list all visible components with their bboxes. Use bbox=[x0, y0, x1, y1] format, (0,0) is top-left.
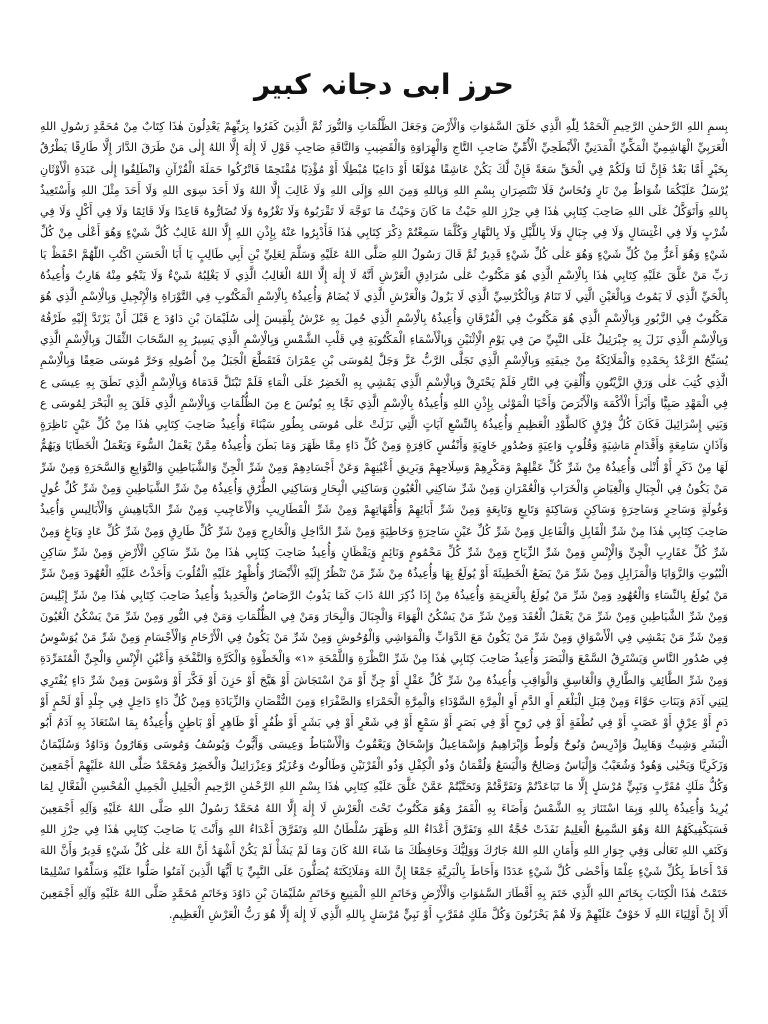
document-title: حرز ابی دجانہ کبیر bbox=[254, 68, 514, 101]
document-body: بِسمِ اللهِ الرَّحمٰنِ الرَّحِيمِ اَلْحَمْدُ لِلّٰهِ الَّذِي خَلَقَ السَّمٰوَاتِ وَالْأَرْضَ وَجَعَلَ الظُّلُمَاتِ وَالنُّورَ ثُمَّ الَّذِينَ كَفَرُوا بِرَبِّهِمْ يَعْدِلُونَ هٰذَا كِتَابٌ مِنْ مُحَمَّدٍ رَسُولِ اللهِ الْعَرَبِيِّ الْهَاشِمِيِّ الْمَكِّيِّ الْمَدَنِيِّ الْأَبْطَحِيِّ الْأُمِّيِّ صَاحِبِ التَّاجِ وَالْهِرَاوَةِ وَالْقَضِيبِ وَالنَّاقَةِ صَاحِبِ قَوْلِ لَا إِلٰهَ إِلَّا اللهُ إِلٰى مَنْ طَرَقَ الدَّارَ إِلَّا طَارِقًا يَطْرُقُ بِخَيْرٍ أَمَّا بَعْدُ فَإِنَّ لَنَا وَلَكُمْ فِي الْحَقِّ سَعَةً فَإِنْ لَّكَ يَكُنْ عَاشِقًا مُوْلَعًا أَوْ دَاعِيًا مُبْطِلًا أَوْ مُؤْذِيًا مُقْتَحِمًا فَاتْرُكُوا حَمَلَةَ الْقُرْآنِ وَانْطَلِقُوا إِلٰى عَبَدَةِ الْأَوْثَانِ يُرْسَلُ عَلَيْكُمَا شُوَاظٌ مِنْ نَارٍ وَنُحَاسٌ فَلَا تَنْتَصِرَانِ بِسْمِ اللهِ وَبِاللهِ وَمِنَ اللهِ وَإِلَى اللهِ وَلَا غَالِبَ إِلَّا اللهُ وَلَا أَحَدَ سِوَى اللهِ وَلَا أَحَدَ مِثْلَ اللهِ وَأَسْتَعِيذُ بِاللهِ وَأَتَوَكَّلُ عَلَى اللهِ صَاحِبَ كِتَابِي هٰذَا فِي حِرْزِ اللهِ حَيْثُ مَا كَانَ وَحَيْثُ مَا تَوَجَّهَ لَا تَقْرَبُوهُ وَلَا تَغْزُوهُ وَلَا تُضَارُّوهُ قَاعِدًا وَلَا قَائِمًا وَلَا فِي أَكْلٍ وَلَا فِي شُرْبٍ وَلَا فِي اغْتِسَالٍ وَلَا فِي جِبَالٍ وَلَا بِاللَّيْلِ وَلَا بِالنَّهَارِ وَكُلَّمَا سَمِعْتُمْ ذِكْرَ كِتَابِي هٰذَا فَأَدْبِرُوا عَنْهُ بِإِذْنِ اللهِ إِلَّا اللهُ غَالِبٌ كُلَّ شَيْءٍ وَهُوَ أَعْلٰى مِنْ كُلِّ شَيْءٍ وَهُوَ أَعَزُّ مِنْ كُلِّ شَيْءٍ وَهُوَ عَلٰى كُلِّ شَيْءٍ قَدِيرٌ ثُمَّ قَالَ رَسُولُ اللهِ صَلَّى اللهُ عَلَيْهِ وَسَلَّمَ لِعَلِيِّ بْنِ أَبِي طَالِبٍ يَا أَبَا الْحَسَنِ اكْتُبِ اللّٰهُمَّ احْفَظْ يَا رَبِّ مَنْ عَلَّقَ عَلَيْهِ كِتَابِي هٰذَا بِالْاِسْمِ الَّذِي هُوَ مَكْتُوبٌ عَلٰى سُرَادِقِ الْعَرْشِ أَنَّهُ لَا إِلٰهَ إِلَّا اللهُ الْغَالِبُ الَّذِي لَا يَغْلِبُهُ شَيْءٌ وَلَا يَنْجُو مِنْهُ هَارِبٌ وَأُعِيذُهُ بِالْحَيِّ الَّذِي لَا يَمُوتُ وَبِالْعَيْنِ الَّتِي لَا تَنَامُ وَبِالْكُرْسِيِّ الَّذِي لَا يَزُولُ وَالْعَرْشِ الَّذِي لَا يُضَامُ وَأُعِيذُهُ بِالْاِسْمِ الْمَكْتُوبِ فِي التَّوْرَاةِ وَالْإِنْجِيلِ وَبِالْاِسْمِ الَّذِي هُوَ مَكْتُوبٌ فِي الزَّبُورِ وَبِالْاِسْمِ الَّذِي هُوَ مَكْتُوبٌ فِي الْفُرْقَانِ وَأُعِيذُهُ بِالْاِسْمِ الَّذِي حُمِلَ بِهِ عَرْشُ بِلْقِيسَ إِلٰى سُلَيْمَانَ بْنِ دَاوُدَ ع قَبْلَ أَنْ يَرْتَدَّ إِلَيْهِ طَرْفُهُ وَبِالْاِسْمِ الَّذِي نَزَلَ بِهِ جِبْرَئِيلُ عَلَى النَّبِيِّ صَ فِي يَوْمِ الْاِثْنَيْنِ وَبِالْأَسْمَاءِ الْمَكْتُوبَةِ فِي قَلْبِ الشَّمْسِ وَبِالْاِسْمِ الَّذِي يَسِيرُ بِهِ السَّحَابَ الثِّقَالَ وَبِالْاِسْمِ الَّذِي يُسَبِّحُ الرَّعْدُ بِحَمْدِهِ وَالْمَلَائِكَةُ مِنْ خِيفَتِهِ وَبِالْاِسْمِ الَّذِي تَجَلَّى الرَّبُّ عَزَّ وَجَلَّ لِمُوسَى بْنِ عِمْرَانَ فَتَقَطَّعَ الْجَبَلُ مِنْ أُصُولِهِ وَخَرَّ مُوسَى صَعِقًا وَبِالْاِسْمِ الَّذِي كُتِبَ عَلٰى وَرَقِ الزَّيْتُونِ وَأُلْقِيَ فِي النَّارِ فَلَمْ يَحْتَرِقْ وَبِالْاِسْمِ الَّذِي يَمْشِي بِهِ الْخَضِرُ عَلَى الْمَاءِ فَلَمْ تَبْتَلَّ قَدَمَاهُ وَبِالْاِسْمِ الَّذِي نَطَقَ بِهِ عِيسَى ع فِي الْمَهْدِ صَبِيًّا وَأَبْرَأَ الْأَكْمَهَ وَالْأَبْرَصَ وَأَحْيَا الْمَوْتٰى بِإِذْنِ اللهِ وَأُعِيذُهُ بِالْاِسْمِ الَّذِي نَجَّا بِهِ يُونُسَ ع مِنَ الظُّلُمَاتِ وَبِالْاِسْمِ الَّذِي فَلَقَ بِهِ الْبَحْرَ لِمُوسَى ع وَبَنِي إِسْرَائِيلَ فَكَانَ كُلُّ فِرْقٍ كَالطَّوْدِ الْعَظِيمِ وَأُعِيذُهُ بِالتِّسْعِ آيَاتٍ الَّتِي نَزَلَتْ عَلٰى مُوسَى بِطُورِ سَيْنَاءَ وَأُعِيذُ صَاحِبَ كِتَابِي هٰذَا مِنْ كُلِّ عَيْنٍ نَاظِرَةٍ وَآذَانٍ سَامِعَةٍ وَأَقْدَامٍ مَاشِيَةٍ وَقُلُوبٍ وَاعِيَةٍ وَصُدُورٍ خَاوِيَةٍ وَأَنْفُسٍ كَافِرَةٍ وَمِنْ كُلِّ دَاءٍ مِمَّا ظَهَرَ وَمَا بَطَنَ وَأُعِيذُهُ مِمَّنْ يَعْمَلُ السُّوءَ وَيَعْمَلُ الْخَطَايَا وَيَهُمُّ لَهَا مِنْ ذَكَرٍ أَوْ أُنْثٰى وَأُعِيذُهُ مِنْ شَرِّ كُلِّ عَقْلِهِمْ وَمَكْرِهِمْ وَسِلَاحِهِمْ وَبَرِيقِ أَعْيُنِهِمْ وَعَنْ أَجْسَادِهِمْ وَمِنْ شَرِّ الْجِنِّ وَالشَّيَاطِينِ وَالتَّوَابِعِ وَالسَّحَرَةِ وَمِنْ شَرِّ مَنْ يَكُونُ فِي الْجِبَالِ وَالْغِيَاضِ وَالْخَرَابِ وَالْعُمْرَانِ وَمِنْ شَرِّ سَاكِنِي الْعُيُونِ وَسَاكِنِي الْبِحَارِ وَسَاكِنِي الطُّرُقِ وَأُعِيذُهُ مِنْ شَرِّ الشَّيَاطِينِ وَمِنْ شَرِّ كُلِّ غُولٍ وَغُولَةٍ وَسَاحِرٍ وَسَاحِرَةٍ وَسَاكِنٍ وَسَاكِنَةٍ وَتَابِعٍ وَتَابِعَةٍ وَمِنْ شَرِّ أَبَائِهِمْ وَأُمَّهَاتِهِمْ وَمِنْ شَرِّ الْقَطَارِيبِ وَالْأَعَاجِيبِ وَمِنْ شَرِّ الدَّيَاهِيشِ وَالْأَبَالِيسِ وَأُعِيذُ صَاحِبَ كِتَابِي هٰذَا مِنْ شَرِّ الْقَابِلِ وَالْفَاعِلِ وَمِنْ شَرِّ كُلِّ عَيْنٍ سَاحِرَةٍ وَخَاطِيَةٍ وَمِنْ شَرِّ الدَّاخِلِ وَالْخَارِجِ وَمِنْ شَرِّ كُلِّ طَارِقٍ وَمِنْ شَرِّ كُلِّ عَادٍ وَبَاغٍ وَمِنْ شَرِّ كُلِّ عَقَارِبِ الْجِنِّ وَالْإِنْسِ وَمِنْ شَرِّ الزِّيَاحِ وَمِنْ شَرِّ كُلِّ مَحْمُومٍ وَنَائِمٍ وَيَقْظَانٍ وَأُعِيذُ صَاحِبَ كِتَابِي هٰذَا مِنْ شَرِّ سَاكِنِ الْأَرْضِ وَمِنْ شَرِّ سَاكِنِ الْبُيُوتِ وَالزَّوَايَا وَالْمَزَابِلِ وَمِنْ شَرِّ مَنْ يَضَعُ الْخَطِيئَةَ أَوْ يُولَعُ بِهَا وَأُعِيذُهُ مِنْ شَرِّ مَنْ تَنْظُرُ إِلَيْهِ الْأَبْصَارُ وَأُظْهِرُ عَلَيْهِ الْقُلُوبَ وَأَخَذْتُ عَلَيْهِ الْعُهُودَ وَمِنْ شَرِّ مَنْ يُولَعُ بِالنِّسَاءِ وَالْعُهُودِ وَمِنْ شَرِّ مَنْ يُولَعُ بِالْعَزِيمَةِ وَأُعِيذُهُ مِنْ إِذَا ذُكِرَ اللهُ ذَابَ كَمَا يَذُوبُ الرَّصَاصُ وَالْحَدِيدُ وَأُعِيذُ صَاحِبَ كِتَابِي هٰذَا مِنْ شَرِّ إِبْلِيسَ وَمِنْ شَرِّ الشَّيَاطِينِ وَمِنْ شَرِّ مَنْ يَعْمَلُ الْعُقَدَ وَمِنْ شَرِّ مَنْ يَسْكُنُ الْهَوَاءَ وَالْجِبَالَ وَالْبِحَارَ وَمَنْ فِي الظُّلُمَاتِ وَمَنْ فِي النُّورِ وَمِنْ شَرِّ مَنْ يَسْكُنُ الْعُيُونَ وَمِنْ شَرِّ مَنْ يَمْشِي فِي الْأَسْوَاقِ وَمِنْ شَرِّ مَنْ يَكُونُ مَعَ الدَّوَابِّ وَالْمَوَاشِي وَالْوُحُوشِ وَمِنْ شَرِّ مَنْ يَكُونُ فِي الْأَرْحَامِ وَالْأَجْسَامِ وَمِنْ شَرِّ مَنْ يُوَسْوِسُ فِي صُدُورِ النَّاسِ وَيَسْتَرِقُ السَّمْعَ وَالْبَصَرَ وَأُعِيذُ صَاحِبَ كِتَابِي هٰذَا مِنْ شَرِّ النَّظْرَةِ وَاللَّمْحَةِ «١» وَالْخَطْوَةِ وَالْكَرَّةِ وَالنَّفْخَةِ وَأَعْيُنِ الْإِنْسِ وَالْجِنِّ الْمُتَمَرِّدَةِ وَمِنْ شَرِّ الطَّائِفِ وَالطَّارِقِ وَالْغَاسِقِ وَالْوَاقِبِ وَأُعِيذُهُ مِنْ شَرِّ كُلِّ عَقْلٍ أَوْ جِنٍّ أَوْ مَنْ اسْتَجَاشَ أَوْ هَيَّجَ أَوْ حَزِنَ أَوْ فَكَّرَ أَوْ وَسْوَسَ وَمِنْ شَرِّ دَاءٍ يُفْتَرِي لِبَنِي آدَمَ وَبَنَاتِ حَوَّاءَ وَمِنْ قِبَلِ الْبَلْغَمِ أَوِ الدَّمِ أَوِ الْمِرَّةِ السَّوْدَاءِ وَالْمِرَّةِ الْحَمْرَاءِ وَالصَّفْرَاءِ وَمِنَ النُّقْصَانِ وَالزِّيَادَةِ وَمِنْ كُلِّ دَاءٍ دَاخِلٍ فِي جِلْدٍ أَوْ لَحْمٍ أَوْ دَمٍ أَوْ عِرْقٍ أَوْ عَصَبٍ أَوْ فِي نُطْفَةٍ أَوْ فِي رُوحٍ أَوْ فِي بَصَرٍ أَوْ سَمْعٍ أَوْ فِي شَعْرٍ أَوْ فِي بَشَرٍ أَوْ ظُفُرٍ أَوْ ظَاهِرٍ أَوْ بَاطِنٍ وَأُعِيذُهُ بِمَا اسْتَعَاذَ بِهِ آدَمُ أَبُو الْبَشَرِ وَشِيثٌ وَهَابِيلُ وَإِدْرِيسُ وَنُوحٌ وَلُوطٌ وَإِبْرَاهِيمُ وَإِسْمَاعِيلُ وَإِسْحَاقُ وَيَعْقُوبُ وَالْأَسْبَاطُ وَعِيسَى وَأَيُّوبُ وَيُوسُفُ وَمُوسَى وَهَارُونُ وَدَاوُدُ وَسُلَيْمَانُ وَزَكَرِيَّا وَيَحْيٰى وَهُودٌ وَشُعَيْبٌ وَإِلْيَاسُ وَصَالِحٌ وَالْيَسَعُ وَلُقْمَانُ وَذُو الْكِفْلِ وَذُو الْقَرْنَيْنِ وَطَالُوتُ وَعُزَيْرٌ وَعِزْرَائِيلُ وَالْخَضِرُ وَمُحَمَّدٌ صَلَّى اللهُ عَلَيْهِمْ أَجْمَعِينَ وَكُلُّ مَلَكٍ مُقَرَّبٍ وَنَبِيٍّ مُرْسَلٍ إِلَّا مَا تَبَاعَدْتُمْ وَتَفَرَّقْتُمْ وَتَحَنَّيْتُمْ عَمَّنْ عَلَّقَ عَلَيْهِ كِتَابِي هٰذَا بِسْمِ اللهِ الرَّحْمٰنِ الرَّحِيمِ الْجَلِيلِ الْجَمِيلِ الْمُحْسِنِ الْفَعَّالِ لِمَا يُرِيدُ وَأُعِيذُهُ بِاللهِ وَبِمَا اسْتَنَارَ بِهِ الشَّمْسُ وَأَضَاءَ بِهِ الْقَمَرُ وَهُوَ مَكْتُوبٌ تَحْتَ الْعَرْشِ لَا إِلٰهَ إِلَّا اللهُ مُحَمَّدٌ رَسُولُ اللهِ صَلَّى اللهُ عَلَيْهِ وَآلِهِ أَجْمَعِينَ فَسَيَكْفِيكَهُمُ اللهُ وَهُوَ السَّمِيعُ الْعَلِيمُ نَفَذَتْ حُجَّةُ اللهِ وَتَفَرَّقَ أَعْدَاءُ اللهِ وَظَهَرَ سُلْطَانُ اللهِ وَتَفَرَّقَ أَعْدَاءُ اللهِ وَأَنْتَ يَا صَاحِبَ كِتَابِي هٰذَا فِي حِرْزِ اللهِ وَكَنَفِ اللهِ تَعَالٰى وَفِي جِوَارِ اللهِ وَأَمَانِ اللهِ اللهُ جَارُكَ وَوَلِيُّكَ وَحَافِظُكَ مَا شَاءَ اللهُ كَانَ وَمَا لَمْ يَشَأْ لَمْ يَكُنْ أَشْهَدُ أَنَّ اللهَ عَلٰى كُلِّ شَيْءٍ قَدِيرٌ وَأَنَّ اللهَ قَدْ أَحَاطَ بِكُلِّ شَيْءٍ عِلْمًا وَأَحْصٰى كُلَّ شَيْءٍ عَدَدًا وَأَحَاطَ بِالْبَرِيَّةِ جَمْعًا إِنَّ اللهَ وَمَلَائِكَتَهُ يُصَلُّونَ عَلَى النَّبِيِّ يَا أَيُّهَا الَّذِينَ آمَنُوا صَلُّوا عَلَيْهِ وَسَلِّمُوا تَسْلِيمًا خَتَمْتُ هٰذَا الْكِتَابَ بِخَاتَمِ اللهِ الَّذِي خَتَمَ بِهِ أَقْطَارَ السَّمٰوَاتِ وَالْأَرْضِ وَخَاتَمِ اللهِ الْمَنِيعِ وَخَاتَمِ سُلَيْمَانَ بْنِ دَاوُدَ وَخَاتَمِ مُحَمَّدٍ صَلَّى اللهُ عَلَيْهِ وَآلِهِ أَجْمَعِينَ أَلَا إِنَّ أَوْلِيَاءَ اللهِ لَا خَوْفٌ عَلَيْهِمْ وَلَا هُمْ يَحْزَنُونَ وَكُلَّ مَلَكٍ مُقَرَّبٍ أَوْ نَبِيٍّ مُرْسَلٍ بِاللهِ الَّذِي لَا إِلٰهَ إِلَّا هُوَ رَبُّ الْعَرْشِ الْعَظِيمِ. bbox=[40, 120, 728, 921]
